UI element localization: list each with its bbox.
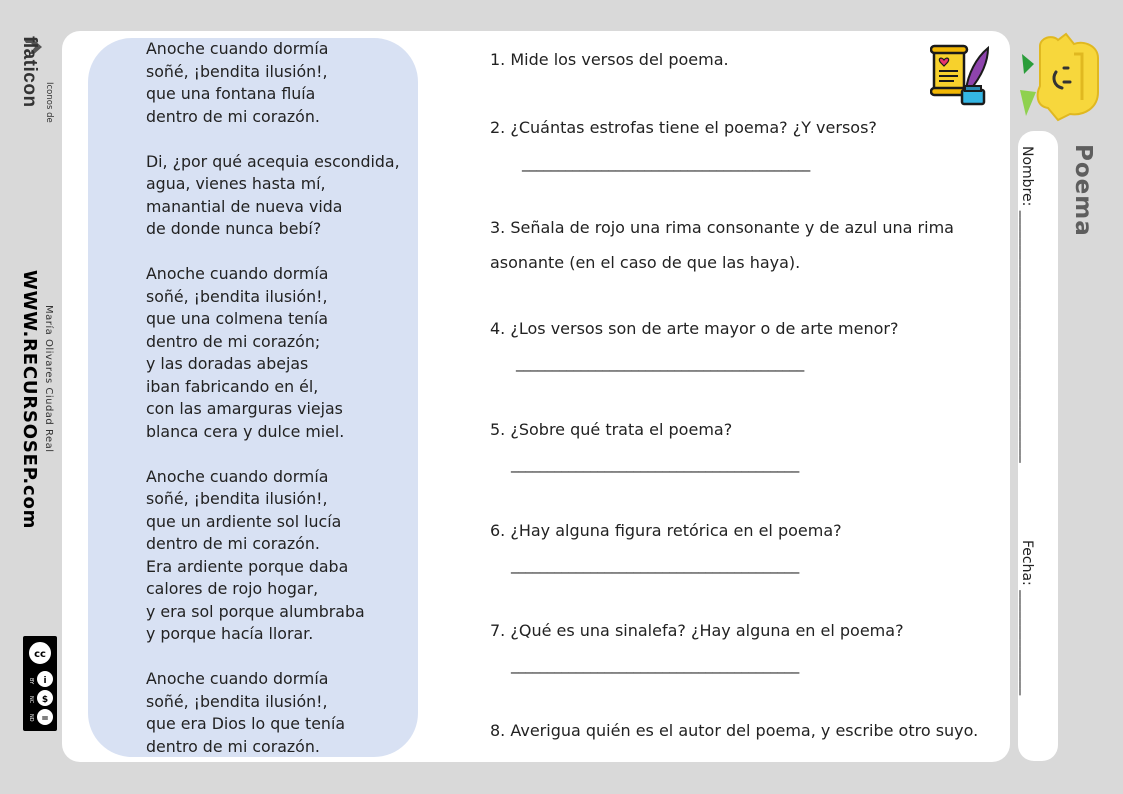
poem-line: soñé, ¡bendita ilusión!, bbox=[146, 691, 328, 711]
poem-line: iban fabricando en él, bbox=[146, 376, 319, 396]
question-5: 5. ¿Sobre qué trata el poema? bbox=[490, 420, 733, 439]
svg-text:$: $ bbox=[41, 695, 49, 705]
poem-line: calores de rojo hogar, bbox=[146, 579, 319, 598]
answer-line-7[interactable]: ________________________________________ bbox=[511, 656, 800, 674]
poem-line: Anoche cuando dormía bbox=[146, 264, 329, 283]
credits-strip bbox=[0, 0, 62, 794]
poem-stanza-3 bbox=[146, 263, 426, 443]
svg-text:=: = bbox=[41, 714, 49, 724]
poem-line: y las doradas abejas bbox=[146, 354, 309, 373]
poem-line: dentro de mi corazón. bbox=[146, 534, 320, 553]
poem-line: agua, vienes hasta mí, bbox=[146, 174, 326, 193]
poem-line: y porque hacía llorar. bbox=[146, 624, 314, 643]
name-field[interactable]: Nombre: ____________________________________ bbox=[1019, 146, 1035, 463]
poem-line: que era Dios lo que tenía bbox=[146, 714, 346, 733]
poem-line: Anoche cuando dormía bbox=[146, 466, 329, 486]
question-2: 2. ¿Cuántas estrofas tiene el poema? ¿Y versos? bbox=[490, 118, 877, 137]
question-4: 4. ¿Los versos son de arte mayor o de arte menor? bbox=[490, 319, 899, 338]
poem-line: que una fontana fluía bbox=[146, 84, 316, 103]
scroll-quill-icon bbox=[930, 44, 990, 106]
worksheet-title: Poema bbox=[1070, 144, 1096, 237]
date-field[interactable]: Fecha: _______________ bbox=[1019, 540, 1035, 696]
question-3-line-2: asonante (en el caso de que las haya). bbox=[490, 253, 801, 272]
question-7: 7. ¿Qué es una sinalefa? ¿Hay alguna en el poema? bbox=[490, 621, 904, 640]
poem-line: dentro de mi corazón. bbox=[146, 736, 320, 756]
creative-commons-badge bbox=[23, 636, 57, 731]
question-6: 6. ¿Hay alguna figura retórica en el poema? bbox=[490, 521, 842, 540]
poem-line: Era ardiente porque daba bbox=[146, 556, 349, 576]
recursosep-logo-icon bbox=[1018, 30, 1100, 122]
answer-line-5[interactable]: ________________________________________ bbox=[511, 455, 800, 473]
svg-text:BY: BY bbox=[28, 678, 34, 685]
question-8: 8. Averigua quién es el autor del poema, y escribe otro suyo. bbox=[490, 721, 979, 740]
poem-line: Di, ¿por qué acequia escondida, bbox=[146, 151, 400, 171]
author-credit: María Olivares Ciudad Real bbox=[43, 305, 54, 453]
poem-line: que una colmena tenía bbox=[146, 309, 329, 328]
answer-line-4[interactable]: ________________________________________ bbox=[516, 354, 805, 372]
question-1: 1. Mide los versos del poema. bbox=[490, 50, 729, 69]
svg-text:i: i bbox=[43, 676, 47, 686]
poem-line: que un ardiente sol lucía bbox=[146, 511, 342, 531]
poem-stanza-4 bbox=[146, 466, 426, 646]
svg-text:ND: ND bbox=[28, 714, 34, 722]
flaticon-name: flaticon bbox=[19, 36, 40, 108]
poem-line: Anoche cuando dormía bbox=[146, 39, 329, 58]
poem-line: soñé, ¡bendita ilusión!, bbox=[146, 286, 328, 306]
question-3-line-1: 3. Señala de rojo una rima consonante y de azul una rima bbox=[490, 218, 954, 237]
poem-line: y era sol porque alumbraba bbox=[146, 601, 365, 621]
poem-line: soñé, ¡bendita ilusión!, bbox=[146, 61, 328, 81]
poem-line: dentro de mi corazón; bbox=[146, 331, 321, 351]
poem-line: de donde nunca bebí? bbox=[146, 219, 322, 238]
cc-license-icon bbox=[23, 636, 57, 731]
poem-line: Anoche cuando dormía bbox=[146, 669, 329, 688]
poem-line: con las amarguras viejas bbox=[146, 399, 343, 418]
poem-line: blanca cera y dulce miel. bbox=[146, 421, 345, 441]
flaticon-prefix: Iconos de bbox=[44, 82, 54, 123]
svg-text:NC: NC bbox=[28, 696, 34, 704]
answer-line-2[interactable]: ________________________________________ bbox=[522, 154, 811, 172]
poem-text bbox=[146, 38, 426, 781]
website-link[interactable]: WWW.RECURSOSEP.com bbox=[19, 270, 40, 530]
poem-line: manantial de nueva vida bbox=[146, 196, 343, 216]
svg-text:cc: cc bbox=[34, 649, 46, 660]
poem-stanza-5 bbox=[146, 668, 426, 758]
poem-stanza-2 bbox=[146, 151, 426, 241]
answer-line-6[interactable]: ________________________________________ bbox=[511, 556, 800, 574]
poem-line: dentro de mi corazón. bbox=[146, 106, 320, 126]
poem-stanza-1 bbox=[146, 38, 426, 128]
poem-line: soñé, ¡bendita ilusión!, bbox=[146, 489, 328, 508]
